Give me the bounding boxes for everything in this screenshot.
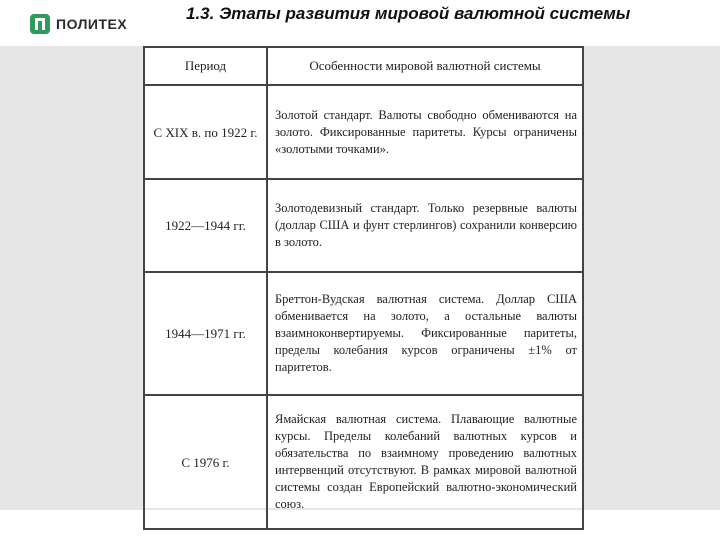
- period-cell: С 1976 г.: [144, 395, 267, 529]
- logo-text: ПОЛИТЕХ: [56, 16, 128, 32]
- table-row: [144, 395, 583, 529]
- description-cell: Золотодевизный стандарт. Только резервные валюты (доллар США и фунт стерлингов) сохранили конверсию в золото.: [267, 179, 583, 272]
- column-header-features: Особенности мировой валютной системы: [267, 47, 583, 85]
- period-cell: 1944—1971 гг.: [144, 272, 267, 395]
- brand-logo: [30, 13, 127, 35]
- page-title: 1.3. Этапы развития мировой валютной системы: [186, 4, 631, 23]
- politech-logo-icon: [30, 14, 50, 34]
- table-row: [144, 179, 583, 272]
- table-header-row: [144, 47, 583, 85]
- table-row: [144, 85, 583, 179]
- stages-table: [143, 46, 584, 530]
- period-cell: С XIX в. по 1922 г.: [144, 85, 267, 179]
- document-page: [143, 46, 582, 511]
- description-cell: Бреттон-Вудская валютная система. Доллар США обменивается на золото, а остальные валюты взаимноконвертируемы. Фиксированные паритеты, пределы колебания курсов ограничены ±1% от паритетов.: [267, 272, 583, 395]
- table-row: [144, 272, 583, 395]
- description-cell: Ямайская валютная система. Плавающие валютные курсы. Пределы колебаний валютных курсов и обязательства по взаимному проведению валютных интервенций отсутствуют. В рамках мировой валютной системы создан Европейский валютно-экономический союз.: [267, 395, 583, 529]
- period-cell: 1922—1944 гг.: [144, 179, 267, 272]
- description-cell: Золотой стандарт. Валюты свободно обмениваются на золото. Фиксированные паритеты. Курсы ограничены «золотыми точками».: [267, 85, 583, 179]
- column-header-period: Период: [144, 47, 267, 85]
